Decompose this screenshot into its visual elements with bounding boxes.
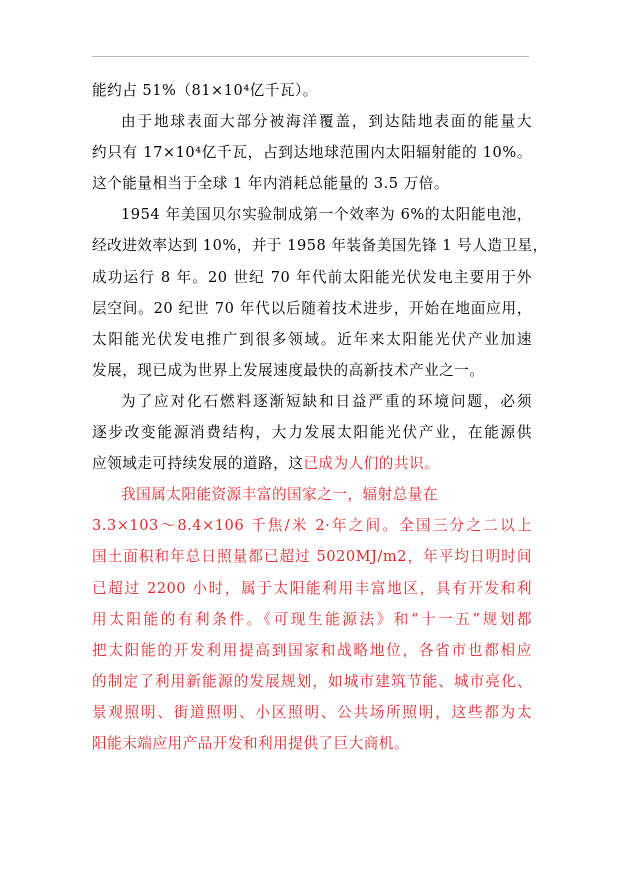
highlighted-text-line: 景观照明、街道照明、小区照明、公共场所照明，这些都为太 (92, 703, 532, 721)
text-line: 发展，现已成为世界上发展速度最快的高新技术产业之一。 (92, 361, 485, 379)
text-line: 成功运行 8 年。20 世纪 70 年代前太阳能光伏发电主要用于外 (92, 268, 532, 286)
highlighted-text-line: 阳能末端应用产品开发和利用提供了巨大商机。 (92, 734, 409, 752)
text-line: 能约占 51%（81×10⁴亿千瓦）。 (92, 82, 318, 99)
text-line: 太阳能光伏发电推广到很多领域。近年来太阳能光伏产业加速 (92, 330, 532, 348)
text-segment: 应领域走可持续发展的道路，这 (92, 455, 304, 473)
text-line: 1954 年美国贝尔实验制成第一个效率为 6%的太阳能电池， (121, 206, 532, 224)
text-line: 为了应对化石燃料逐渐短缺和日益严重的环境问题，必须 (121, 392, 532, 410)
highlighted-text-line: 3.3×103～8.4×106 千焦/米 2·年之间。全国三分之二以上 (92, 517, 532, 535)
highlighted-text-line: 我国属太阳能资源丰富的国家之一，辐射总量在 (121, 486, 438, 504)
text-line: 约只有 17×10⁴亿千瓦，占到达地球范围内太阳辐射能的 10%。 (92, 144, 532, 162)
highlighted-text-line: 把太阳能的开发利用提高到国家和战略地位，各省市也都相应 (92, 641, 532, 659)
text-line-mixed (92, 448, 532, 479)
header-rule (92, 56, 529, 57)
text-line: 由于地球表面大部分被海洋覆盖，到达陆地表面的能量大 (121, 113, 532, 131)
highlighted-text-line: 国土面积和年总日照量都已超过 5020MJ/m2，年平均日明时间 (92, 548, 532, 566)
text-line: 层空间。20 纪世 70 年代以后随着技术进步，开始在地面应用， (92, 299, 532, 317)
highlighted-text-line: 用太阳能的有利条件。《可现生能源法》和“十一五”规划都 (92, 610, 532, 628)
text-line: 经改进效率达到 10%，并于 1958 年装备美国先锋 1 号人造卫星， (92, 237, 548, 255)
text-line: 这个能量相当于全球 1 年内消耗总能量的 3.5 万倍。 (92, 175, 449, 193)
highlighted-text-segment: 已成为人们的共识。 (303, 455, 440, 473)
body-text (92, 75, 548, 759)
text-line: 逐步改变能源消费结构，大力发展太阳能光伏产业，在能源供 (92, 424, 532, 442)
highlighted-text-line: 已超过 2200 小时，属于太阳能利用丰富地区，具有开发和利 (92, 579, 532, 597)
highlighted-text-line: 的制定了利用新能源的发展规划，如城市建筑节能、城市亮化、 (92, 672, 532, 690)
